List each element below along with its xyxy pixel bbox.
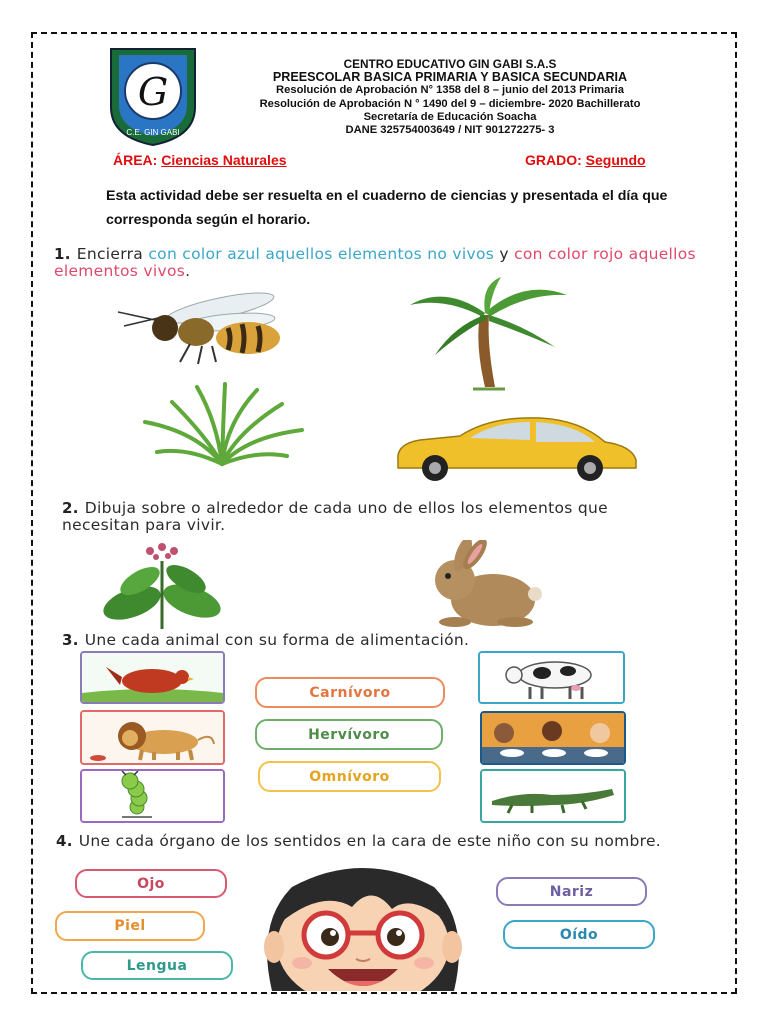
secretaria: Secretaría de Educación Soacha — [363, 110, 537, 123]
ojo-label[interactable]: Ojo — [75, 869, 227, 898]
svg-text:C.E. GIN GABI: C.E. GIN GABI — [126, 128, 180, 137]
question-4: 4. Une cada órgano de los sentidos en la cara de este niño con su nombre. — [56, 832, 662, 850]
carnivoro-label[interactable]: Carnívoro — [255, 677, 445, 708]
lengua-label[interactable]: Lengua — [81, 951, 233, 980]
hervivoro-label[interactable]: Hervívoro — [255, 719, 443, 750]
hen-card — [80, 651, 225, 704]
caterpillar-icon — [82, 771, 223, 821]
caterpillar-card — [80, 769, 225, 823]
dane-nit: DANE 325754003649 / NIT 901272275- 3 — [345, 124, 555, 137]
omnivoro-label[interactable]: Omnívoro — [258, 761, 441, 792]
question-3: 3. Une cada animal con su forma de alimentación. — [62, 631, 470, 649]
oido-label[interactable]: Oído — [503, 920, 655, 949]
grado-field: GRADO: Segundo — [525, 152, 646, 168]
lion-icon — [82, 712, 223, 763]
school-info — [200, 58, 700, 137]
crocodile-icon — [482, 771, 624, 821]
question-2: 2. Dibuja sobre o alrededor de cada uno de ellos los elementos que necesitan para vivir. — [62, 499, 608, 534]
car-icon — [390, 412, 640, 482]
resolution-secondary: Resolución de Aprobación N ° 1490 del 9 – diciembre- 2020 Bachillerato — [259, 97, 641, 110]
grado-value: Segundo — [585, 152, 646, 168]
boy-face-icon — [252, 863, 474, 991]
hen-icon — [82, 653, 223, 702]
resolution-primary: Resolución de Aprobación N° 1358 del 8 – junio del 2013 Primaria — [276, 84, 624, 97]
bee-icon — [110, 290, 285, 370]
school-logo — [107, 45, 199, 147]
palm-tree-icon — [405, 275, 575, 393]
cow-card — [478, 651, 625, 704]
children-card — [480, 711, 626, 765]
svg-text:G: G — [137, 70, 169, 114]
plant-icon — [100, 541, 225, 631]
grass-icon — [137, 382, 307, 467]
cow-icon — [480, 653, 623, 702]
nariz-label[interactable]: Nariz — [496, 877, 647, 906]
question-1: 1. Encierra con color azul aquellos elementos no vivos y con color rojo aquellos elementos vivos. — [54, 245, 696, 280]
crocodile-card — [480, 769, 626, 823]
school-name: CENTRO EDUCATIVO GIN GABI S.A.S — [343, 57, 557, 71]
children-eating-icon — [482, 713, 624, 763]
rabbit-icon — [415, 540, 545, 628]
instructions: Esta actividad debe ser resuelta en el cuaderno de ciencias y presentada el día que corresponda según el horario. — [106, 188, 668, 228]
lion-card — [80, 710, 225, 765]
piel-label[interactable]: Piel — [55, 911, 205, 941]
area-value: Ciencias Naturales — [161, 152, 287, 168]
school-levels: PREESCOLAR BASICA PRIMARIA Y BASICA SECUNDARIA — [272, 70, 628, 85]
area-field: ÁREA: Ciencias Naturales — [113, 152, 287, 168]
